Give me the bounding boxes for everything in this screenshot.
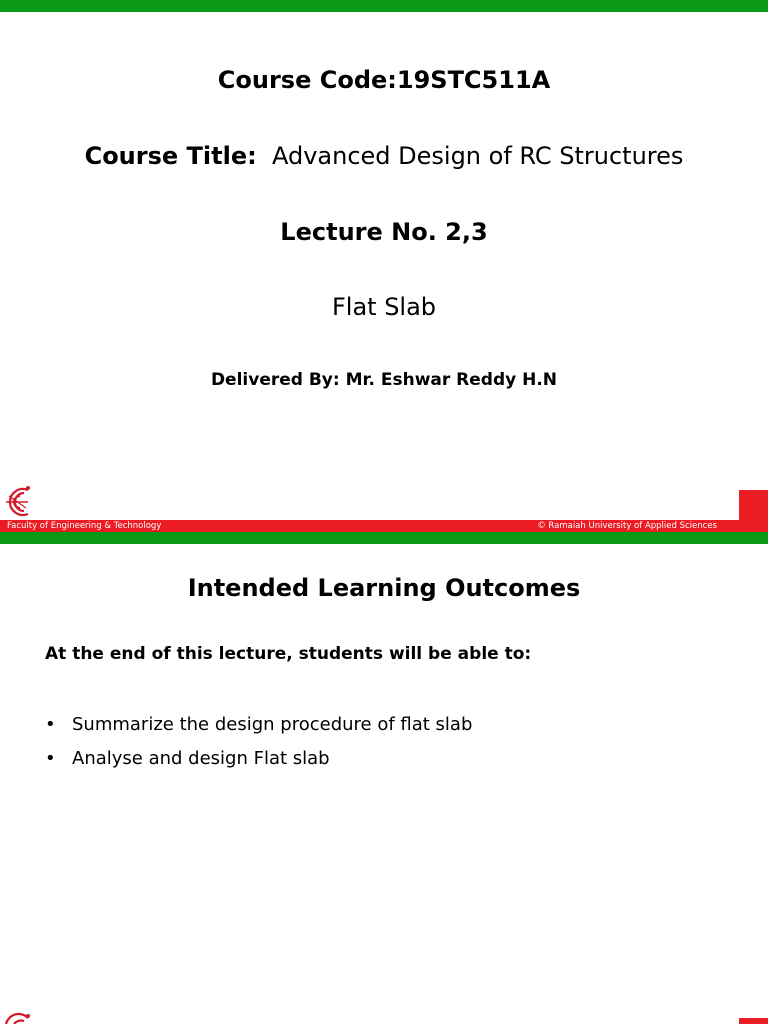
course-title: [0, 142, 768, 170]
learning-outcomes-slide: [0, 532, 768, 1024]
list-item: [45, 708, 472, 742]
course-title-label: Course Title:: [84, 142, 257, 170]
outcomes-list: [45, 708, 472, 776]
slide-heading: Intended Learning Outcomes: [187, 574, 581, 602]
outcome-text: Summarize the design procedure of flat slab: [72, 714, 473, 735]
delivered-by: Delivered By: Mr. Eshwar Reddy H.N: [210, 370, 558, 390]
red-corner-tab: [739, 490, 768, 520]
bullet-icon: •: [45, 714, 56, 735]
bullet-icon: •: [45, 748, 56, 769]
course-code: Course Code:19STC511A: [217, 66, 551, 94]
ramaiah-logo-icon: [2, 1010, 32, 1024]
footer-bar: [0, 520, 768, 532]
red-corner-tab: [739, 1018, 768, 1024]
footer-faculty: Faculty of Engineering & Technology: [7, 521, 162, 531]
lecture-number: Lecture No. 2,3: [280, 218, 488, 246]
outcomes-intro: At the end of this lecture, students will be able to:: [45, 644, 532, 664]
ramaiah-logo-icon: [2, 482, 32, 520]
course-title-value: Advanced Design of RC Structures: [271, 142, 684, 170]
footer-copyright: © Ramaiah University of Applied Sciences: [537, 521, 717, 531]
list-item: [45, 742, 472, 776]
lecture-topic: Flat Slab: [331, 293, 437, 321]
top-green-bar: [0, 0, 768, 12]
top-green-bar: [0, 532, 768, 544]
outcome-text: Analyse and design Flat slab: [72, 748, 330, 769]
